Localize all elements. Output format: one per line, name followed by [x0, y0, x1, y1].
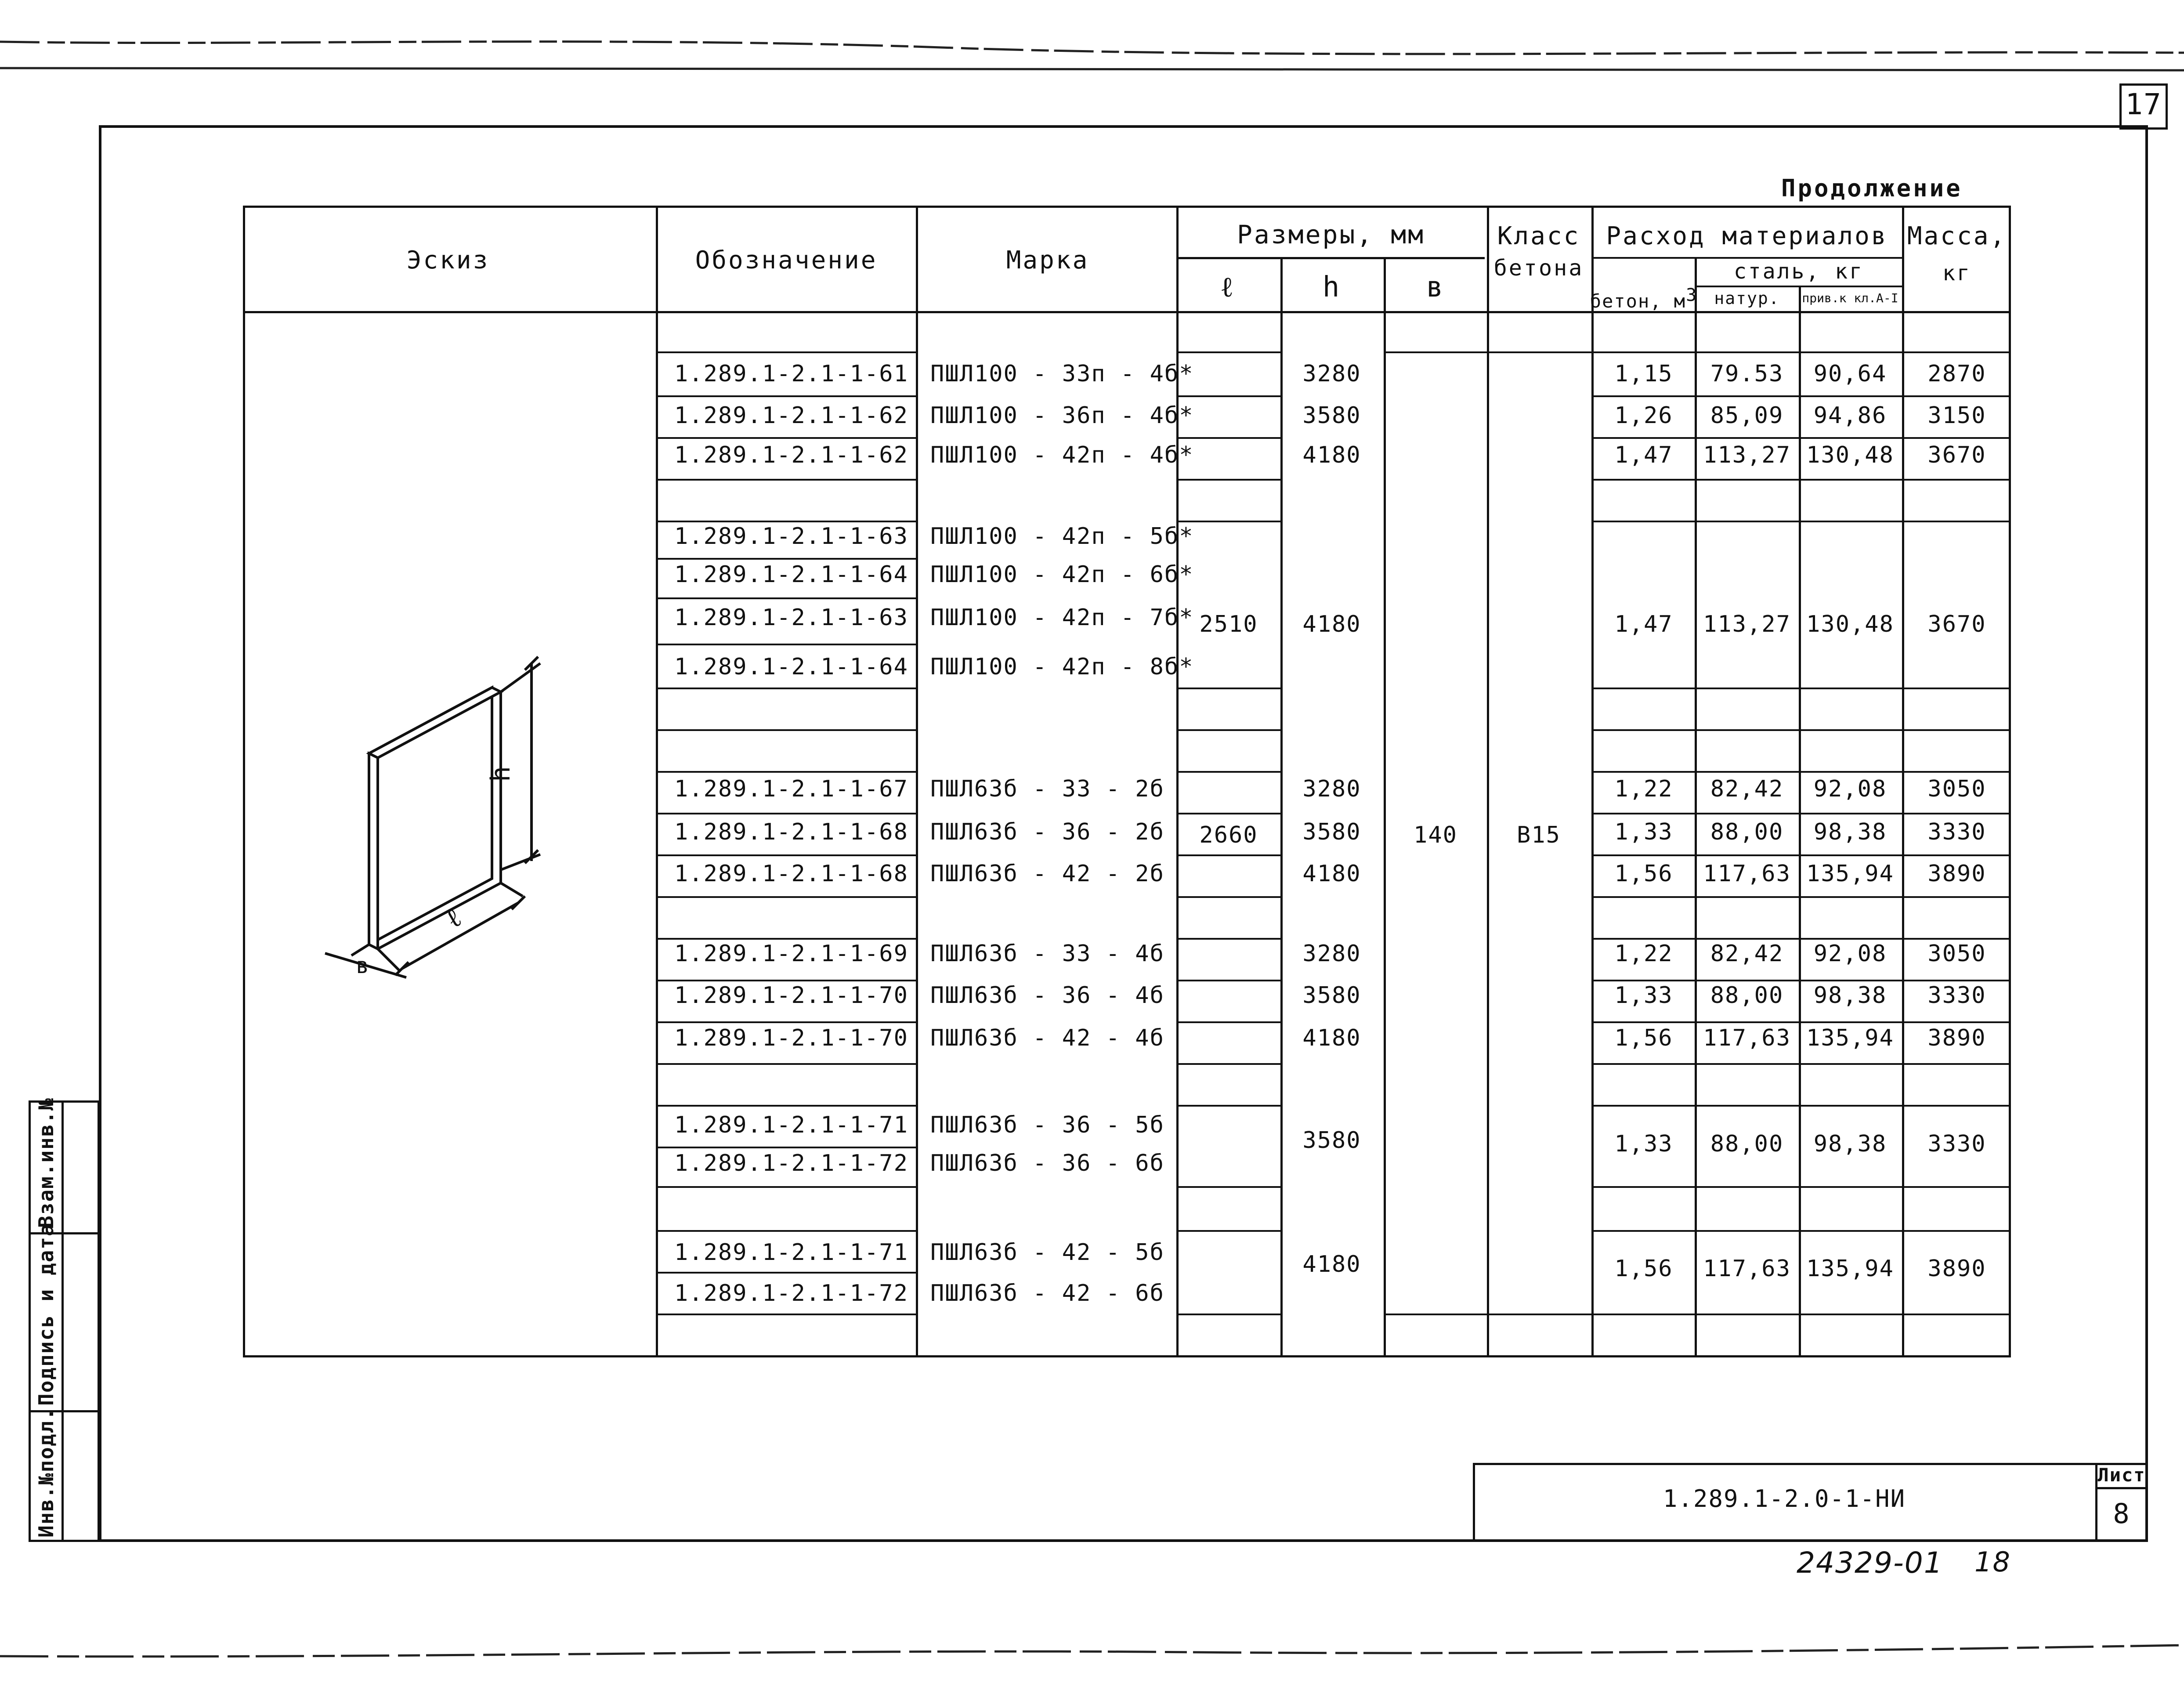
row-line: [656, 1105, 917, 1107]
merged-g2-red: 130,48: [1806, 611, 1894, 637]
title-sheet-label: Лист: [2097, 1464, 2146, 1486]
row-line: [656, 729, 917, 731]
row-designation: 1.289.1-2.1-1-71: [674, 1112, 908, 1138]
row-mass: 3330: [1927, 982, 1986, 1009]
merged-g5-conc: 1,33: [1614, 1131, 1673, 1157]
merged-class-b15: В15: [1517, 822, 1561, 848]
header-reduced: прив.к кл.А-I: [1802, 291, 1898, 305]
row-line: [1177, 729, 1283, 731]
row-line: [656, 688, 917, 689]
row-line: [656, 1147, 917, 1148]
row-line: [656, 1186, 917, 1188]
row-line: [1177, 813, 1283, 814]
title-code: 1.289.1-2.0-1-НИ: [1663, 1485, 1906, 1513]
row-concrete: 1,56: [1614, 1025, 1673, 1051]
row-line: [1592, 854, 2011, 856]
row-line: [656, 1021, 917, 1023]
row-mark: ПШЛ63б - 42 - 4б: [930, 1025, 1164, 1051]
row-line: [1384, 1314, 1592, 1315]
scan-edge-bottom: [0, 1625, 2184, 1690]
row-mark: ПШЛ100 - 42п - 8б*: [930, 654, 1194, 680]
merged-g6-h: 4180: [1302, 1251, 1361, 1277]
row-line: [1177, 1063, 1283, 1065]
row-line: [1177, 854, 1283, 856]
row-mass: 2870: [1927, 361, 1986, 387]
row-line: [1177, 1105, 1283, 1107]
row-mass: 3050: [1927, 941, 1986, 967]
row-line: [1592, 938, 2011, 940]
row-h: 4180: [1302, 861, 1361, 887]
row-line: [1177, 896, 1283, 898]
row-concrete: 1,15: [1614, 361, 1673, 387]
archive-sheet: 18: [1974, 1546, 2011, 1578]
row-designation: 1.289.1-2.1-1-68: [674, 861, 908, 887]
row-steel-reduced: 98,38: [1813, 982, 1887, 1009]
row-line: [1592, 1063, 2011, 1065]
row-line: [656, 980, 917, 981]
row-line: [656, 1272, 917, 1274]
row-h: 4180: [1302, 442, 1361, 468]
row-line: [656, 558, 917, 560]
header-dim-h: h: [1322, 271, 1341, 304]
row-line: [656, 521, 917, 522]
sketch-label-h: h: [485, 766, 516, 782]
stamp-vzam: Взам.инв.№: [34, 1097, 58, 1228]
merged-g6-conc: 1,56: [1614, 1256, 1673, 1282]
title-sheet-value: 8: [2113, 1498, 2130, 1530]
row-line: [1592, 437, 2011, 439]
row-concrete: 1,26: [1614, 402, 1673, 429]
merged-g5-nat: 88,00: [1710, 1131, 1784, 1157]
row-steel-natural: 79.53: [1710, 361, 1784, 387]
header-materials: Расход материалов: [1606, 222, 1888, 250]
row-line: [1592, 521, 2011, 522]
row-steel-reduced: 98,38: [1813, 819, 1887, 845]
row-mass: 3330: [1927, 819, 1986, 845]
row-mass: 3670: [1927, 442, 1986, 468]
row-line: [656, 938, 917, 940]
row-mass: 3890: [1927, 1025, 1986, 1051]
row-steel-natural: 88,00: [1710, 982, 1784, 1009]
row-mark: ПШЛ63б - 42 - 5б: [930, 1239, 1164, 1266]
row-mark: ПШЛ100 - 42п - 4б*: [930, 442, 1194, 468]
row-mass: 3150: [1927, 402, 1986, 429]
row-mark: ПШЛ100 - 42п - 7б*: [930, 604, 1194, 631]
row-steel-reduced: 94,86: [1813, 402, 1887, 429]
row-line: [1177, 395, 1283, 397]
row-designation: 1.289.1-2.1-1-63: [674, 604, 908, 631]
continuation-label: Продолжение: [1781, 174, 1963, 202]
row-line: [656, 1314, 917, 1315]
row-designation: 1.289.1-2.1-1-62: [674, 402, 908, 429]
row-line: [1592, 813, 2011, 814]
merged-g6-red: 135,94: [1806, 1256, 1894, 1282]
row-mark: ПШЛ63б - 36 - 2б: [930, 819, 1164, 845]
row-line: [656, 437, 917, 439]
row-line: [1592, 688, 2011, 689]
header-mass-1: Масса,: [1907, 222, 2007, 250]
row-line: [1384, 351, 1592, 353]
row-mark: ПШЛ100 - 33п - 4б*: [930, 361, 1194, 387]
row-designation: 1.289.1-2.1-1-72: [674, 1280, 908, 1306]
row-line: [1177, 521, 1283, 522]
row-mark: ПШЛ63б - 33 - 2б: [930, 776, 1164, 802]
row-line: [1592, 1314, 2011, 1315]
row-line: [1592, 1021, 2011, 1023]
row-line: [1177, 980, 1283, 981]
row-h: 3580: [1302, 982, 1361, 1009]
row-line: [1177, 479, 1283, 481]
row-designation: 1.289.1-2.1-1-64: [674, 654, 908, 680]
header-natural: натур.: [1714, 289, 1780, 308]
row-steel-natural: 113,27: [1703, 442, 1791, 468]
row-h: 3280: [1302, 776, 1361, 802]
row-mark: ПШЛ100 - 42п - 6б*: [930, 561, 1194, 588]
row-line: [1177, 1186, 1283, 1188]
merged-g5-h: 3580: [1302, 1127, 1361, 1154]
row-line: [1592, 479, 2011, 481]
row-steel-natural: 82,42: [1710, 941, 1784, 967]
row-line: [1177, 938, 1283, 940]
row-line: [1177, 1021, 1283, 1023]
row-line: [656, 896, 917, 898]
sketch-label-l: ℓ: [440, 901, 467, 935]
row-steel-reduced: 130,48: [1806, 442, 1894, 468]
archive-number: 24329-01: [1797, 1546, 1943, 1580]
header-dimensions: Размеры, мм: [1237, 220, 1425, 250]
row-concrete: 1,47: [1614, 442, 1673, 468]
row-line: [1592, 351, 2011, 353]
row-line: [656, 644, 917, 645]
row-steel-natural: 88,00: [1710, 819, 1784, 845]
row-designation: 1.289.1-2.1-1-70: [674, 982, 908, 1009]
row-steel-natural: 82,42: [1710, 776, 1784, 802]
slab-sketch: [307, 650, 571, 1002]
row-designation: 1.289.1-2.1-1-70: [674, 1025, 908, 1051]
merged-g5-red: 98,38: [1813, 1131, 1887, 1157]
merged-g5-mass: 3330: [1927, 1131, 1986, 1157]
header-mark: Марка: [1006, 246, 1089, 275]
stamp-inv-podl: Инв.№подл.: [34, 1407, 58, 1538]
merged-g6-nat: 117,63: [1703, 1256, 1791, 1282]
sheet-number: 17: [2125, 87, 2162, 121]
row-designation: 1.289.1-2.1-1-62: [674, 442, 908, 468]
row-steel-reduced: 90,64: [1813, 361, 1887, 387]
row-designation: 1.289.1-2.1-1-72: [674, 1150, 908, 1176]
row-designation: 1.289.1-2.1-1-64: [674, 561, 908, 588]
merged-g6-mass: 3890: [1927, 1256, 1986, 1282]
row-line: [656, 351, 917, 353]
row-mass: 3890: [1927, 861, 1986, 887]
row-steel-natural: 117,63: [1703, 861, 1791, 887]
row-line: [1592, 771, 2011, 773]
row-steel-natural: 117,63: [1703, 1025, 1791, 1051]
row-line: [656, 854, 917, 856]
header-mass-2: кг: [1942, 261, 1971, 286]
merged-l-2660: 2660: [1199, 822, 1258, 848]
row-h: 3580: [1302, 819, 1361, 845]
row-line: [656, 1063, 917, 1065]
row-line: [1177, 437, 1283, 439]
merged-g2-mass: 3670: [1927, 611, 1986, 637]
row-line: [656, 771, 917, 773]
row-steel-reduced: 92,08: [1813, 776, 1887, 802]
row-mass: 3050: [1927, 776, 1986, 802]
row-designation: 1.289.1-2.1-1-63: [674, 523, 908, 550]
stamp-sign-date: Подпись и дата: [34, 1223, 58, 1406]
merged-g2-nat: 113,27: [1703, 611, 1791, 637]
header-dim-b: в: [1426, 271, 1445, 304]
row-line: [1592, 896, 2011, 898]
header-designation: Обозначение: [695, 246, 878, 275]
row-designation: 1.289.1-2.1-1-68: [674, 819, 908, 845]
merged-l-2510: 2510: [1199, 611, 1258, 637]
row-mark: ПШЛ63б - 36 - 4б: [930, 982, 1164, 1009]
row-designation: 1.289.1-2.1-1-67: [674, 776, 908, 802]
row-mark: ПШЛ100 - 36п - 4б*: [930, 402, 1194, 429]
row-concrete: 1,22: [1614, 776, 1673, 802]
row-h: 3580: [1302, 402, 1361, 429]
merged-g2-conc: 1,47: [1614, 611, 1673, 637]
row-steel-reduced: 135,94: [1806, 1025, 1894, 1051]
header-steel: сталь, кг: [1733, 259, 1864, 284]
row-steel-natural: 85,09: [1710, 402, 1784, 429]
row-line: [1592, 395, 2011, 397]
row-line: [1592, 1186, 2011, 1188]
row-concrete: 1,22: [1614, 941, 1673, 967]
row-line: [1177, 688, 1283, 689]
header-dim-l: ℓ: [1220, 271, 1236, 304]
row-h: 3280: [1302, 941, 1361, 967]
row-h: 3280: [1302, 361, 1361, 387]
row-steel-reduced: 135,94: [1806, 861, 1894, 887]
row-mark: ПШЛ100 - 42п - 5б*: [930, 523, 1194, 550]
row-mark: ПШЛ63б - 36 - 6б: [930, 1150, 1164, 1176]
row-line: [656, 1230, 917, 1232]
header-class-2: бетона: [1493, 255, 1584, 281]
row-line: [656, 813, 917, 814]
header-sketch: Эскиз: [406, 246, 490, 275]
row-line: [1592, 1230, 2011, 1232]
row-line: [1177, 1314, 1283, 1315]
row-line: [656, 597, 917, 599]
row-line: [1177, 1230, 1283, 1232]
row-designation: 1.289.1-2.1-1-69: [674, 941, 908, 967]
row-designation: 1.289.1-2.1-1-71: [674, 1239, 908, 1266]
scan-edge-top: [0, 0, 2184, 88]
row-steel-reduced: 92,08: [1813, 941, 1887, 967]
merged-b-140: 140: [1414, 822, 1457, 848]
row-concrete: 1,33: [1614, 982, 1673, 1009]
row-line: [1592, 729, 2011, 731]
row-mark: ПШЛ63б - 33 - 4б: [930, 941, 1164, 967]
row-line: [656, 479, 917, 481]
row-mark: ПШЛ63б - 42 - 2б: [930, 861, 1164, 887]
sketch-label-b: в: [356, 953, 369, 978]
row-line: [1177, 771, 1283, 773]
row-concrete: 1,56: [1614, 861, 1673, 887]
row-mark: ПШЛ63б - 36 - 5б: [930, 1112, 1164, 1138]
header-class-1: Класс: [1497, 222, 1580, 250]
row-line: [1592, 980, 2011, 981]
merged-g2-h: 4180: [1302, 611, 1361, 637]
row-line: [1592, 1105, 2011, 1107]
row-concrete: 1,33: [1614, 819, 1673, 845]
row-designation: 1.289.1-2.1-1-61: [674, 361, 908, 387]
header-concrete: бетон, м3: [1590, 285, 1698, 312]
row-line: [656, 395, 917, 397]
row-h: 4180: [1302, 1025, 1361, 1051]
row-line: [1177, 351, 1283, 353]
row-mark: ПШЛ63б - 42 - 6б: [930, 1280, 1164, 1306]
